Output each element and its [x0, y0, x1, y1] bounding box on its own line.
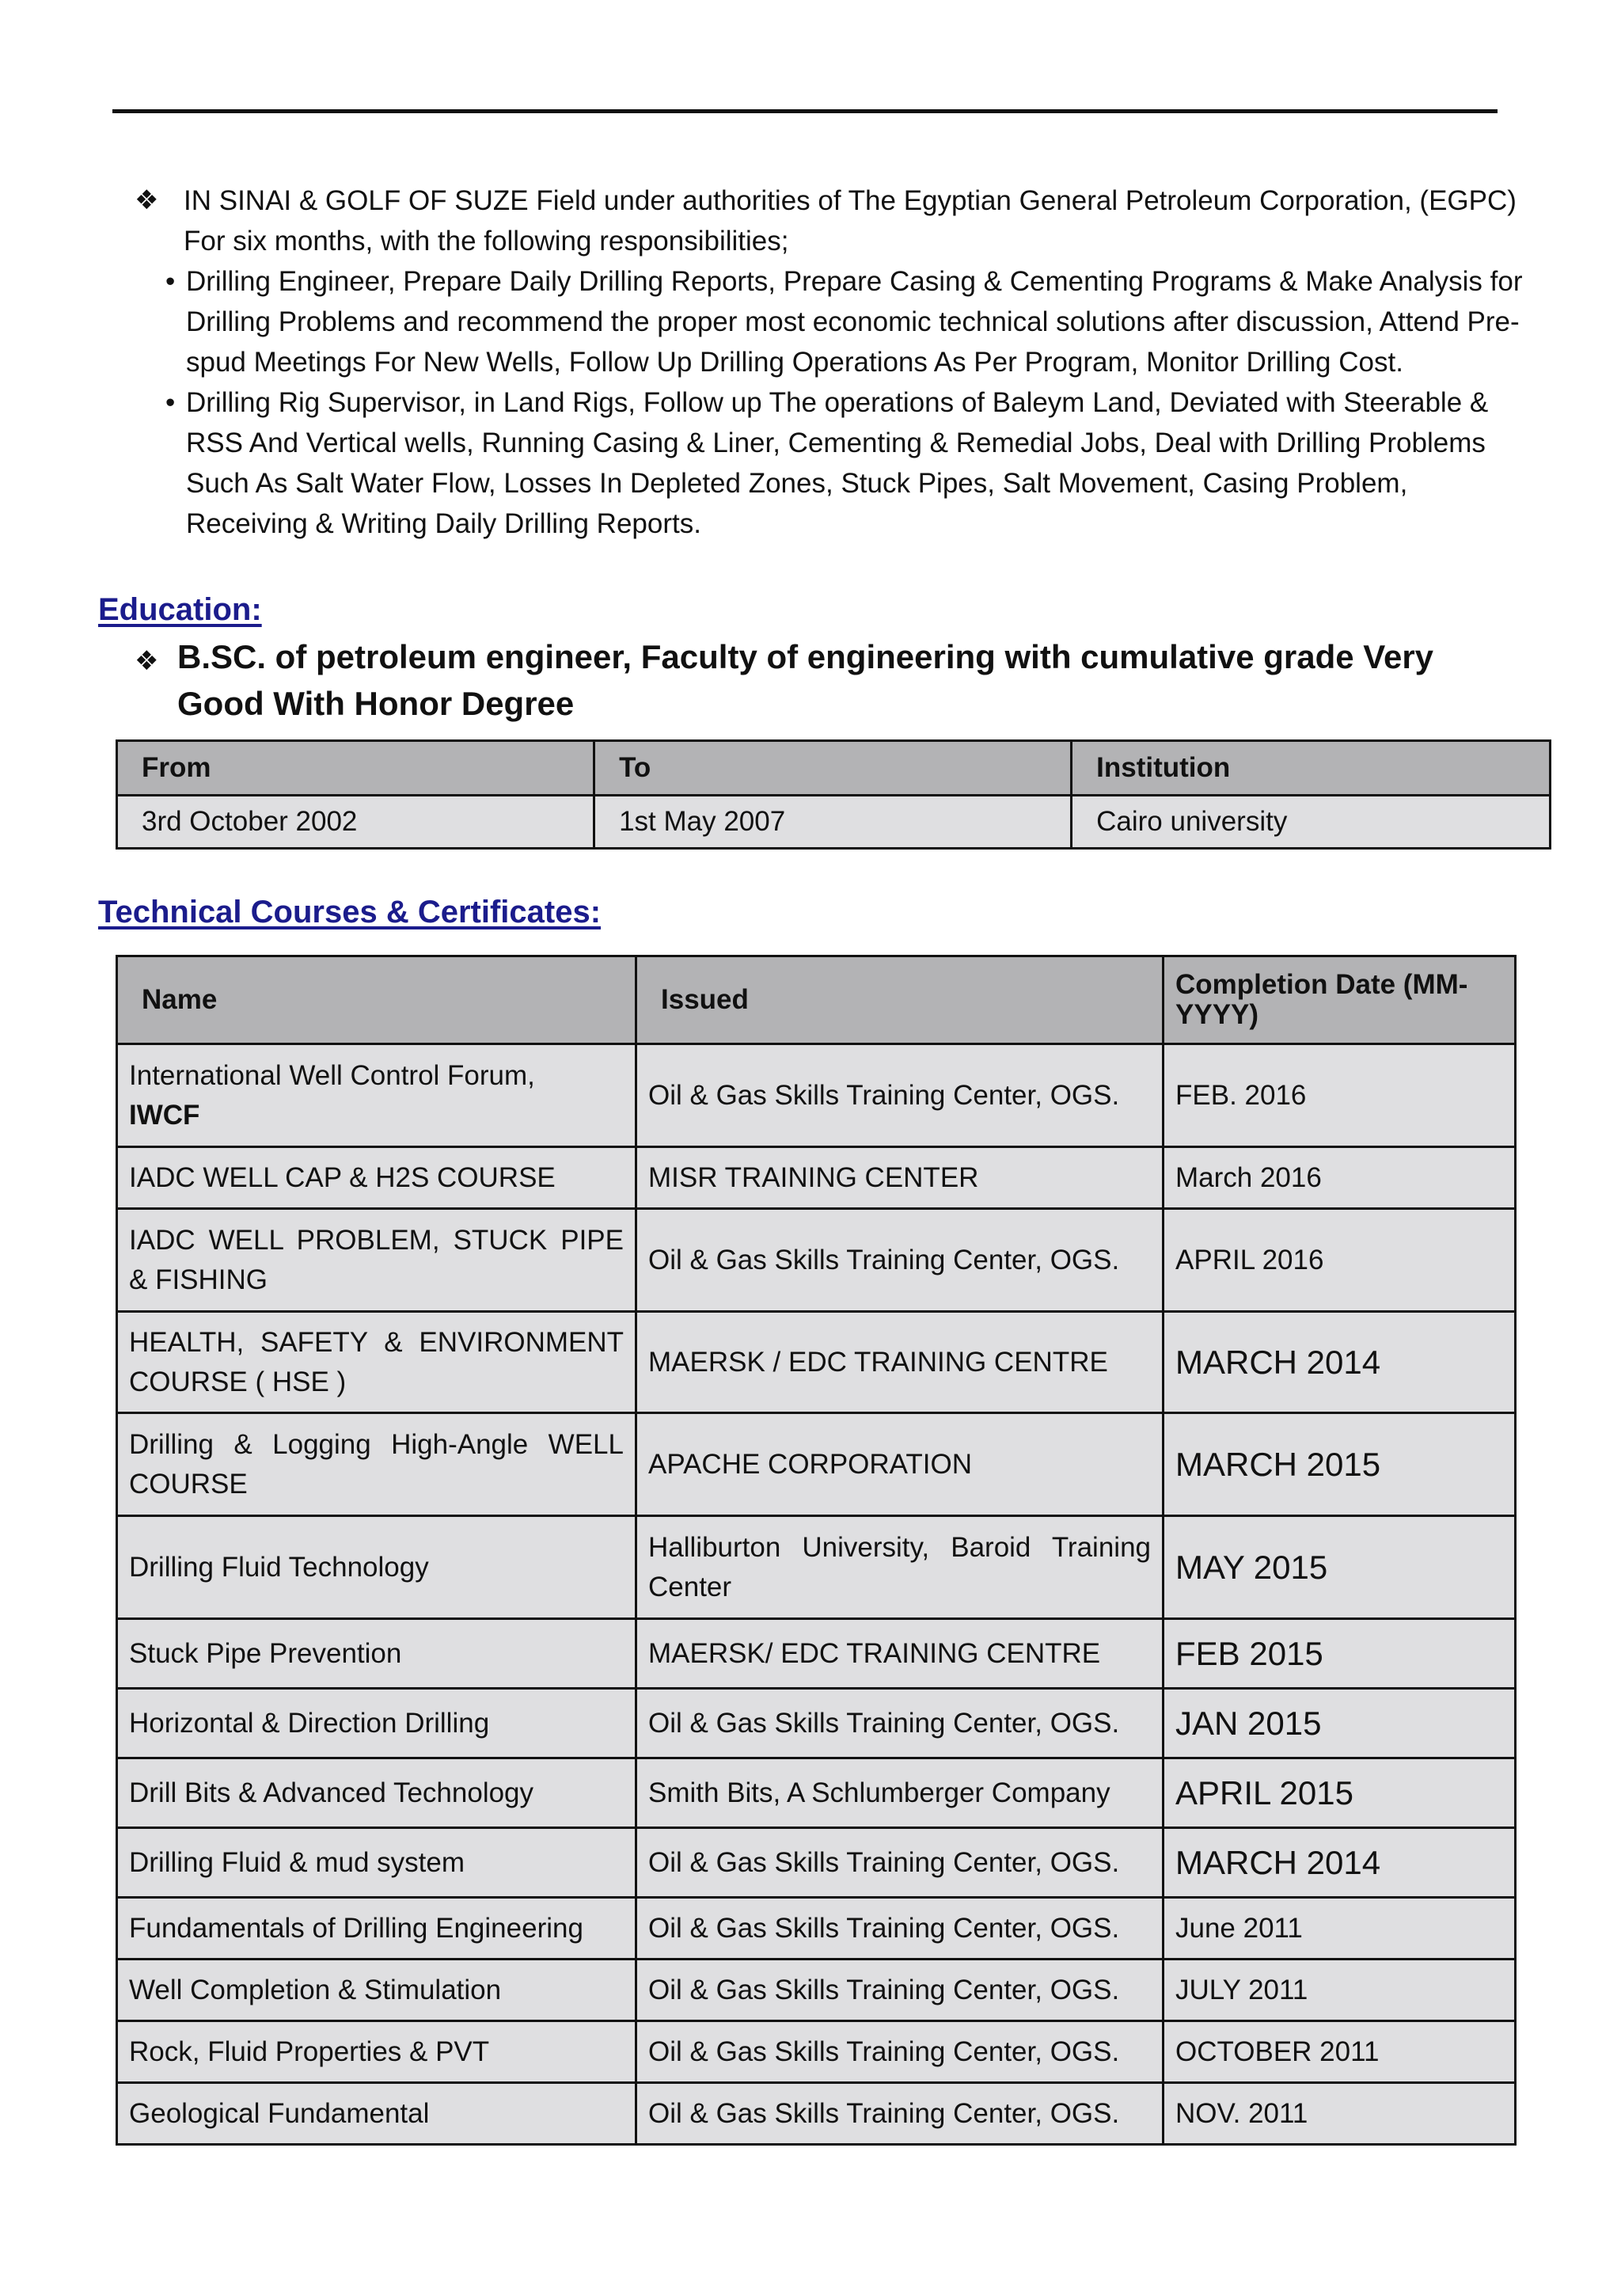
course-issuer: Oil & Gas Skills Training Center, OGS.	[636, 1689, 1164, 1758]
table-row	[117, 1898, 1516, 1960]
header-name: Name	[117, 956, 636, 1044]
course-name: Drilling & Logging High-Angle WELL COURSE	[117, 1413, 636, 1516]
cell-from: 3rd October 2002	[117, 796, 594, 849]
header-issued: Issued	[636, 956, 1164, 1044]
courses-table	[116, 955, 1517, 2146]
table-row	[117, 1044, 1516, 1147]
education-table	[116, 739, 1551, 850]
course-date: MAY 2015	[1164, 1516, 1516, 1619]
degree-text: B.SC. of petroleum engineer, Faculty of engineering with cumulative grade Very Good With Honor Degree	[177, 638, 1434, 722]
course-date: MARCH 2015	[1164, 1413, 1516, 1516]
course-date: FEB 2015	[1164, 1619, 1516, 1689]
course-issuer: APACHE CORPORATION	[636, 1413, 1164, 1516]
table-row	[117, 1619, 1516, 1689]
course-date: MARCH 2014	[1164, 1828, 1516, 1898]
table-row	[117, 2021, 1516, 2083]
header-institution: Institution	[1072, 741, 1551, 796]
education-heading: Education:	[98, 592, 262, 627]
table-row	[117, 1312, 1516, 1413]
degree-entry	[135, 633, 1528, 727]
bullet-dot-icon: •	[165, 387, 176, 418]
course-date: June 2011	[1164, 1898, 1516, 1960]
course-issuer: Oil & Gas Skills Training Center, OGS.	[636, 1209, 1164, 1312]
course-issuer: Oil & Gas Skills Training Center, OGS.	[636, 2021, 1164, 2083]
course-issuer: Oil & Gas Skills Training Center, OGS.	[636, 1828, 1164, 1898]
table-row	[117, 1689, 1516, 1758]
experience-intro: IN SINAI & GOLF OF SUZE Field under authorities of The Egyptian General Petroleum Corporation, (EGPC) For six months, with the following responsibilities;	[184, 185, 1517, 257]
table-row	[117, 796, 1551, 849]
course-name: Fundamentals of Drilling Engineering	[117, 1898, 636, 1960]
course-issuer: Oil & Gas Skills Training Center, OGS.	[636, 1044, 1164, 1147]
table-header-row	[117, 956, 1516, 1044]
course-date: JAN 2015	[1164, 1689, 1516, 1758]
course-name: Geological Fundamental	[117, 2083, 636, 2145]
diamond-bullet-icon: ❖	[135, 185, 159, 215]
course-name: Drilling Fluid & mud system	[117, 1828, 636, 1898]
experience-section	[135, 181, 1528, 544]
course-name: Stuck Pipe Prevention	[117, 1619, 636, 1689]
course-issuer: Oil & Gas Skills Training Center, OGS.	[636, 1898, 1164, 1960]
table-row	[117, 1209, 1516, 1312]
table-row	[117, 2083, 1516, 2145]
course-name: Horizontal & Direction Drilling	[117, 1689, 636, 1758]
course-date: APRIL 2015	[1164, 1758, 1516, 1828]
table-header-row	[117, 741, 1551, 796]
cell-to: 1st May 2007	[594, 796, 1072, 849]
table-row	[117, 1960, 1516, 2021]
table-row	[117, 1516, 1516, 1619]
responsibility-text: Drilling Rig Supervisor, in Land Rigs, Follow up The operations of Baleym Land, Deviated with Steerable & RSS And Vertical wells, Running Casing & Liner, Cementing & Remedial Jobs, Deal with Drilling Problems Such As Salt Water Flow, Losses In Depleted Zones, Stuck Pipes, Salt Movement, Casing Problem, Receiving & Writing Daily Drilling Reports.	[186, 387, 1489, 539]
top-rule	[112, 109, 1498, 113]
courses-heading: Technical Courses & Certificates:	[98, 895, 602, 929]
course-name-abbrev: IWCF	[129, 1099, 200, 1131]
course-issuer: MAERSK/ EDC TRAINING CENTRE	[636, 1619, 1164, 1689]
header-from: From	[117, 741, 594, 796]
diamond-bullet-icon: ❖	[135, 646, 159, 676]
course-issuer: MAERSK / EDC TRAINING CENTRE	[636, 1312, 1164, 1413]
course-name: IADC WELL PROBLEM, STUCK PIPE & FISHING	[117, 1209, 636, 1312]
table-row	[117, 1413, 1516, 1516]
course-date: MARCH 2014	[1164, 1312, 1516, 1413]
course-name: Drilling Fluid Technology	[117, 1516, 636, 1619]
course-name	[117, 1044, 636, 1147]
table-row	[117, 1828, 1516, 1898]
cell-institution: Cairo university	[1072, 796, 1551, 849]
header-to: To	[594, 741, 1072, 796]
header-completion-date: Completion Date (MM-YYYY)	[1164, 956, 1516, 1044]
responsibility-text: Drilling Engineer, Prepare Daily Drilling Reports, Prepare Casing & Cementing Programs & Make Analysis for Drilling Problems and recommend the proper most economic technical solutions after discussion, Attend Pre-spud Meetings For New Wells, Follow Up Drilling Operations As Per Program, Monitor Drilling Cost.	[186, 266, 1523, 378]
bullet-dot-icon: •	[165, 266, 176, 297]
course-name: Rock, Fluid Properties & PVT	[117, 2021, 636, 2083]
course-issuer: Oil & Gas Skills Training Center, OGS.	[636, 2083, 1164, 2145]
course-name-line: International Well Control Forum,	[129, 1059, 535, 1091]
course-name: Well Completion & Stimulation	[117, 1960, 636, 2021]
course-name: HEALTH, SAFETY & ENVIRONMENT COURSE ( HSE )	[117, 1312, 636, 1413]
table-row	[117, 1758, 1516, 1828]
course-date: FEB. 2016	[1164, 1044, 1516, 1147]
course-name: IADC WELL CAP & H2S COURSE	[117, 1147, 636, 1209]
course-date: APRIL 2016	[1164, 1209, 1516, 1312]
course-issuer: Oil & Gas Skills Training Center, OGS.	[636, 1960, 1164, 2021]
course-issuer: Smith Bits, A Schlumberger Company	[636, 1758, 1164, 1828]
course-issuer: Halliburton University, Baroid Training Center	[636, 1516, 1164, 1619]
course-date: JULY 2011	[1164, 1960, 1516, 2021]
responsibility-item	[165, 261, 1528, 382]
course-date: March 2016	[1164, 1147, 1516, 1209]
course-name: Drill Bits & Advanced Technology	[117, 1758, 636, 1828]
course-date: OCTOBER 2011	[1164, 2021, 1516, 2083]
course-date: NOV. 2011	[1164, 2083, 1516, 2145]
course-issuer: MISR TRAINING CENTER	[636, 1147, 1164, 1209]
responsibility-item	[165, 382, 1528, 544]
table-row	[117, 1147, 1516, 1209]
